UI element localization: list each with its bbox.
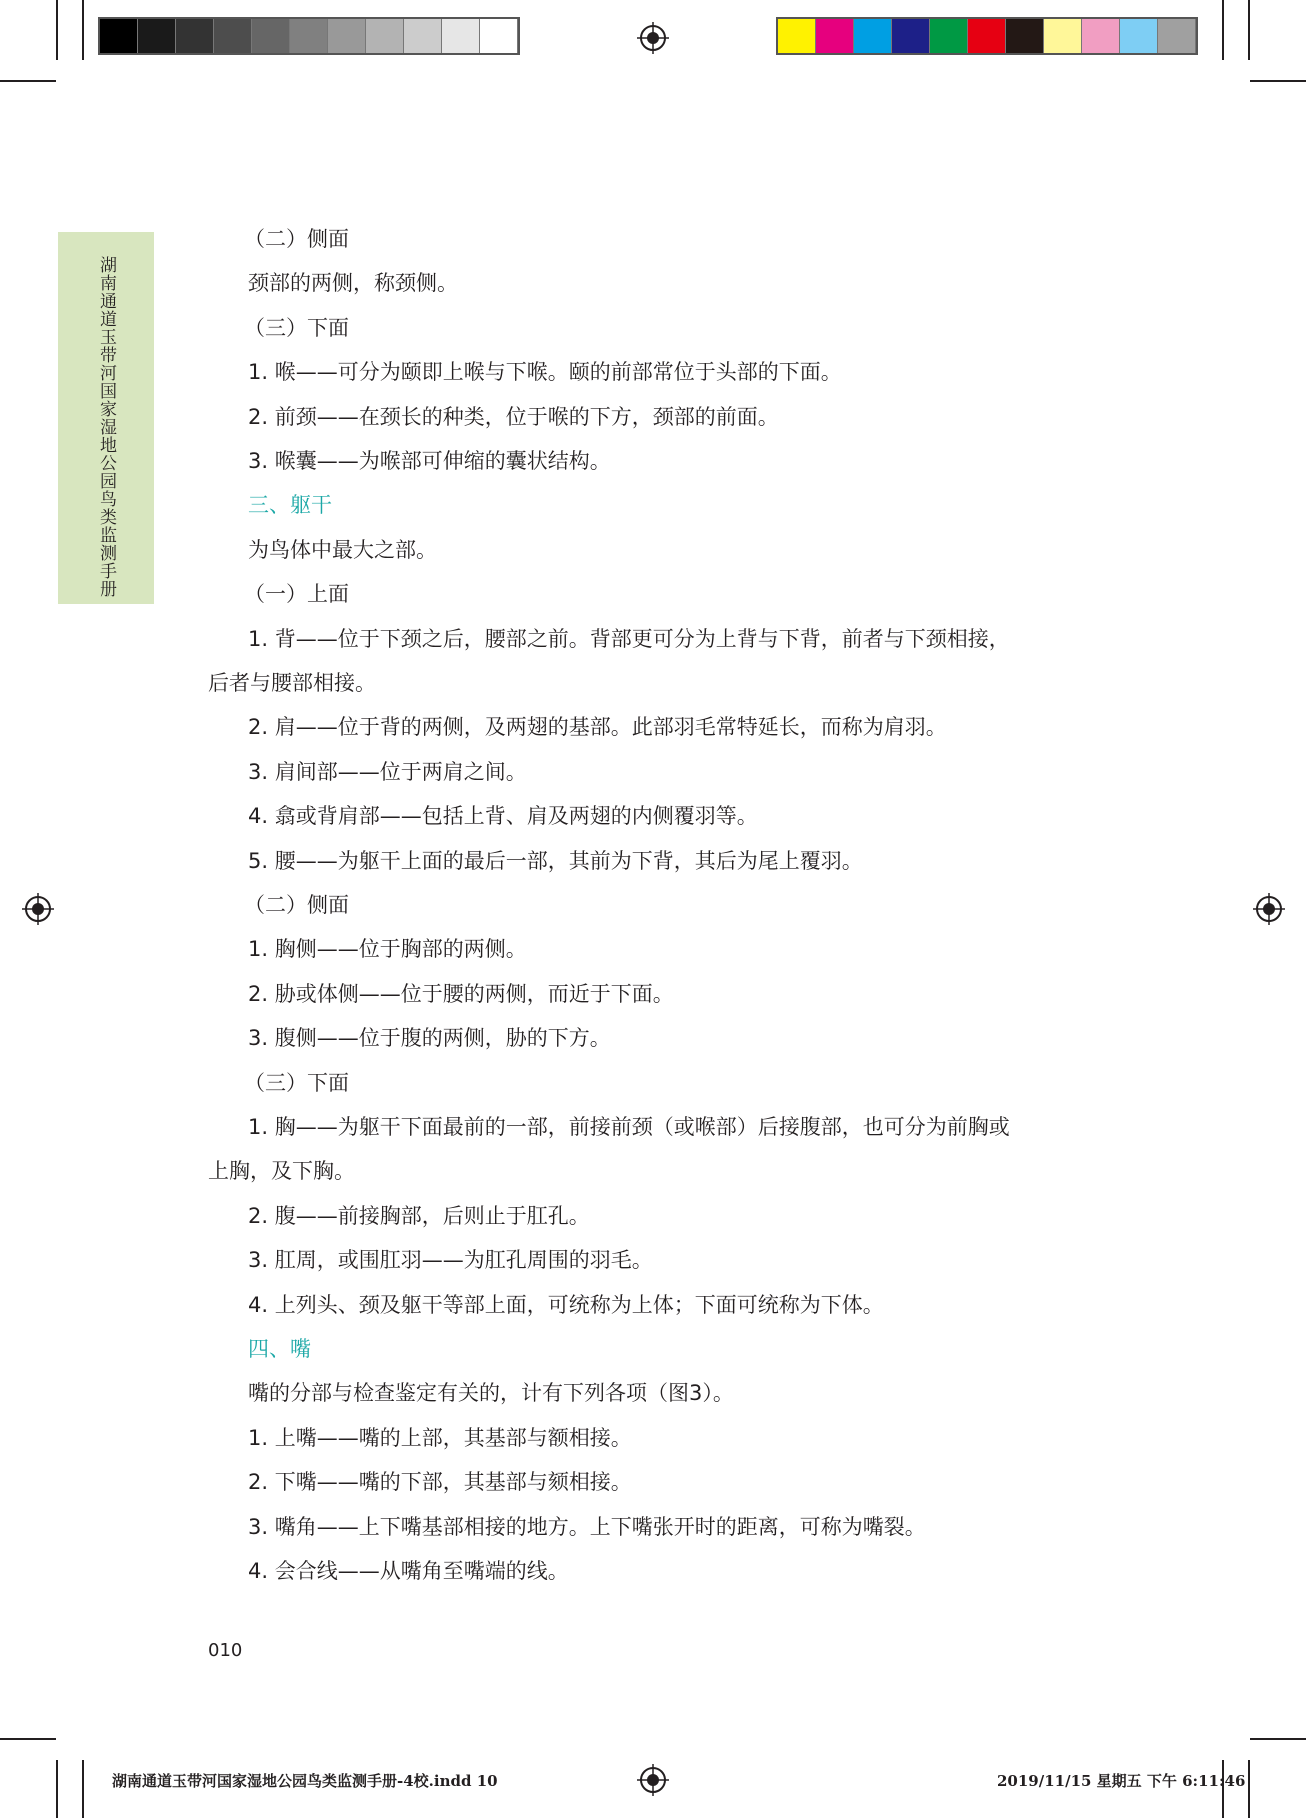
color-swatch [1158, 19, 1196, 53]
body-line: 后者与腰部相接。 [208, 671, 376, 695]
body-line: 1. 背——位于下颈之后，腰部之前。背部更可分为上背与下背，前者与下颈相接， [248, 626, 1010, 651]
crop-mark [1250, 1738, 1306, 1740]
subsection-heading: （三）下面 [244, 315, 349, 340]
color-swatch [892, 19, 930, 53]
gray-swatch [366, 19, 404, 53]
section-heading: 三、躯干 [248, 493, 332, 518]
gray-swatch [100, 19, 138, 53]
subsection-heading: （三）下面 [244, 1070, 349, 1095]
body-line: 1. 喉——可分为颐即上喉与下喉。颐的前部常位于头部的下面。 [248, 360, 842, 385]
body-line: 嘴的分部与检查鉴定有关的，计有下列各项（图3）。 [248, 1381, 734, 1406]
body-line: 3. 喉囊——为喉部可伸缩的囊状结构。 [248, 449, 611, 473]
registration-mark-icon [637, 22, 669, 54]
body-line: 2. 腹——前接胸部，后则止于肛孔。 [248, 1203, 590, 1228]
body-line: 2. 胁或体侧——位于腰的两侧，而近于下面。 [248, 981, 674, 1006]
color-swatch [778, 19, 816, 53]
body-line: 为鸟体中最大之部。 [248, 537, 437, 562]
crop-mark [1248, 0, 1250, 60]
process-color-bar [776, 17, 1198, 55]
footer-file-name: 湖南通道玉带河国家湿地公园鸟类监测手册-4校.indd 10 [112, 1772, 498, 1790]
gray-swatch [442, 19, 480, 53]
body-line: 2. 前颈——在颈长的种类，位于喉的下方，颈部的前面。 [248, 404, 779, 429]
gray-swatch [176, 19, 214, 53]
section-heading: 四、嘴 [248, 1337, 311, 1361]
subsection-heading: （二）侧面 [244, 227, 349, 251]
body-line: 3. 肩间部——位于两肩之间。 [248, 759, 527, 784]
body-line: 4. 上列头、颈及躯干等部上面，可统称为上体；下面可统称为下体。 [248, 1292, 884, 1317]
color-swatch [968, 19, 1006, 53]
body-line: 颈部的两侧，称颈侧。 [248, 271, 458, 296]
crop-mark [82, 0, 84, 60]
color-swatch [1082, 19, 1120, 53]
gray-swatch [328, 19, 366, 53]
gray-swatch [480, 19, 518, 53]
crop-mark [56, 1760, 58, 1818]
color-swatch [1044, 19, 1082, 53]
gray-swatch [252, 19, 290, 53]
page-number: 010 [208, 1640, 243, 1661]
body-line: 1. 胸——为躯干下面最前的一部，前接前颈（或喉部）后接腹部，也可分为前胸或 [248, 1115, 1010, 1139]
subsection-heading: （二）侧面 [244, 893, 349, 917]
color-swatch [1120, 19, 1158, 53]
body-line: 2. 下嘴——嘴的下部，其基部与颏相接。 [248, 1470, 632, 1495]
gray-swatch [138, 19, 176, 53]
gray-swatch [290, 19, 328, 53]
color-swatch [1006, 19, 1044, 53]
color-swatch [930, 19, 968, 53]
crop-mark [0, 1738, 56, 1740]
body-line: 4. 翕或背肩部——包括上背、肩及两翅的内侧覆羽等。 [248, 804, 758, 829]
body-line: 上胸，及下胸。 [208, 1159, 355, 1184]
side-tab-title: 湖南通道玉带河国家湿地公园鸟类监测手册 [96, 256, 116, 598]
gray-color-bar [98, 17, 520, 55]
crop-mark [56, 0, 58, 60]
body-line: 5. 腰——为躯干上面的最后一部，其前为下背，其后为尾上覆羽。 [248, 848, 863, 873]
body-line: 2. 肩——位于背的两侧，及两翅的基部。此部羽毛常特延长，而称为肩羽。 [248, 715, 947, 740]
registration-mark-icon [22, 893, 54, 925]
body-line: 3. 腹侧——位于腹的两侧，胁的下方。 [248, 1026, 611, 1051]
body-line: 3. 肛周，或围肛羽——为肛孔周围的羽毛。 [248, 1248, 653, 1273]
body-line: 3. 嘴角——上下嘴基部相接的地方。上下嘴张开时的距离，可称为嘴裂。 [248, 1514, 926, 1539]
registration-mark-icon [1253, 893, 1285, 925]
crop-mark [1222, 0, 1224, 60]
crop-mark [0, 80, 56, 82]
crop-mark [1248, 1760, 1250, 1818]
body-line: 1. 胸侧——位于胸部的两侧。 [248, 937, 527, 962]
gray-swatch [214, 19, 252, 53]
side-tab [58, 232, 154, 604]
crop-mark [82, 1760, 84, 1818]
body-line: 1. 上嘴——嘴的上部，其基部与额相接。 [248, 1425, 632, 1450]
color-swatch [816, 19, 854, 53]
color-swatch [854, 19, 892, 53]
subsection-heading: （一）上面 [244, 582, 349, 607]
footer-timestamp: 2019/11/15 星期五 下午 6:11:46 [997, 1772, 1246, 1790]
crop-mark [1250, 80, 1306, 82]
registration-mark-icon [637, 1764, 669, 1796]
body-line: 4. 会合线——从嘴角至嘴端的线。 [248, 1559, 569, 1583]
gray-swatch [404, 19, 442, 53]
